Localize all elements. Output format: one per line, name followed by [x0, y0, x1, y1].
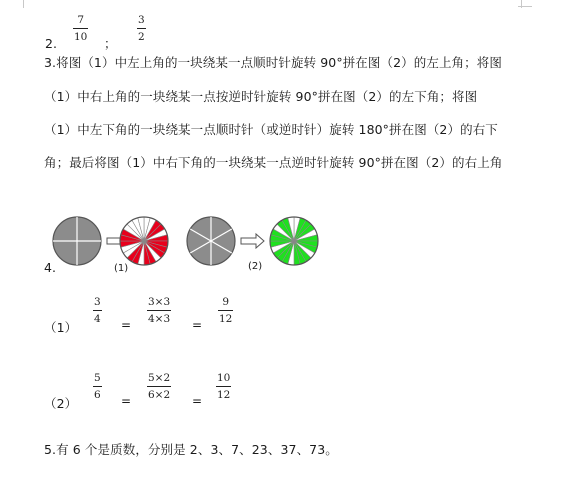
circle-red-sectors [120, 217, 168, 265]
crop-mark-right-h [518, 6, 532, 7]
denominator: 6×2 [148, 389, 171, 401]
q2-frac1-numerator: 7 [77, 14, 85, 26]
q2-separator: ； [104, 36, 117, 51]
q4-row1-label: （1） [44, 320, 78, 335]
numerator: 5 [94, 372, 101, 384]
q4-row2-frac1 [93, 372, 102, 401]
q3-line-1: 3.将图（1）中左上角的一块绕某一点顺时针旋转 90°拼在图（2）的左上角；将图 [44, 55, 502, 70]
numerator: 9 [222, 296, 230, 308]
q4-label-2: (2) [248, 261, 263, 272]
q4-number: 4. [44, 260, 57, 275]
q2-fraction-2 [137, 14, 146, 43]
q4-row1-frac3 [218, 296, 233, 325]
q4-row2-label: （2） [44, 396, 78, 411]
circle-sixths [187, 217, 235, 265]
numerator: 3 [94, 296, 101, 308]
denominator: 6 [94, 389, 101, 401]
q2-fraction-1 [73, 14, 88, 43]
q4-row2-frac3 [216, 372, 231, 401]
denominator: 4×3 [148, 313, 171, 325]
q2-number: 2. [45, 36, 58, 51]
numerator: 3×3 [148, 296, 171, 308]
crop-mark-left [13, 0, 24, 8]
q4-row1-frac1 [93, 296, 102, 325]
numerator: 5×2 [148, 372, 171, 384]
q3-line-4: 角；最后将图（1）中右下角的一块绕某一点逆时针旋转 90°拼在图（2）的右上角 [44, 155, 503, 170]
q2-frac2-numerator: 3 [138, 14, 145, 26]
numerator: 10 [217, 372, 231, 384]
q4-figure [50, 212, 320, 274]
q4-row1-equals-2: = [192, 318, 203, 332]
q4-row1-frac2 [147, 296, 171, 325]
denominator: 4 [94, 313, 101, 325]
q3-line-2: （1）中右上角的一块绕某一点按逆时针旋转 90°拼在图（2）的左下角；将图 [44, 89, 478, 104]
q5-text: 5.有 6 个是质数，分别是 2、3、7、23、37、73。 [44, 442, 338, 457]
q4-row2-equals-1: = [121, 394, 132, 408]
q2-frac1-denominator: 10 [74, 31, 88, 43]
q4-row2-equals-2: = [192, 394, 203, 408]
q4-label-1: (1) [114, 263, 129, 274]
denominator: 12 [217, 389, 231, 401]
q3-line-3: （1）中左下角的一块绕某一点顺时针（或逆时针）旋转 180°拼在图（2）的右下 [44, 122, 498, 137]
denominator: 12 [219, 313, 233, 325]
circle-green-sectors [270, 217, 318, 265]
q2-frac2-denominator: 2 [138, 31, 145, 43]
q4-row2-frac2 [147, 372, 171, 401]
circle-quarters [53, 217, 101, 265]
arrow-2-icon [241, 234, 264, 248]
q4-row1-equals-1: = [121, 318, 132, 332]
